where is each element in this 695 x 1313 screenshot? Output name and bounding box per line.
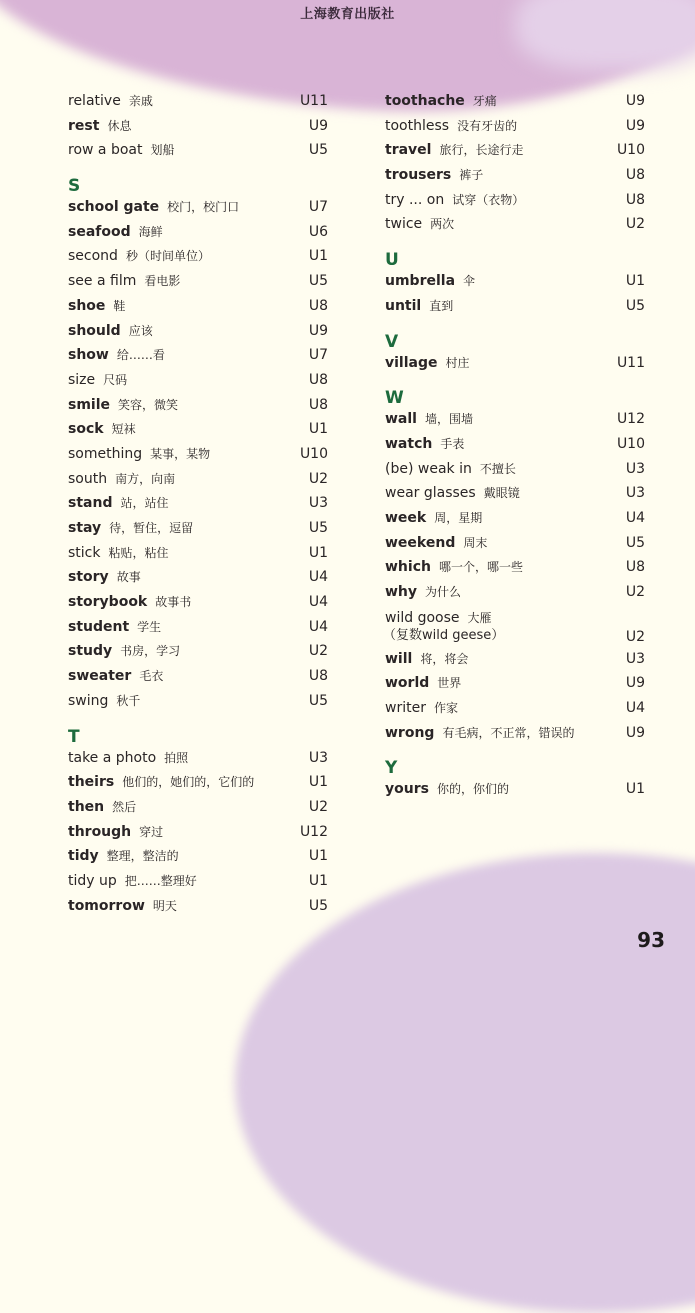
entry-unit: U1: [625, 273, 645, 290]
entry-translation: 然后: [112, 799, 137, 814]
entry-translation: 粘贴，粘住: [108, 545, 169, 560]
glossary-entry: [68, 320, 328, 345]
entry-unit: U8: [308, 396, 328, 413]
entry-word: student: [68, 618, 130, 635]
entry-word: umbrella: [385, 273, 456, 290]
entry-translation: 戴眼镜: [483, 486, 520, 501]
entry-word: weekend: [385, 534, 456, 551]
entry-unit: U7: [308, 347, 328, 364]
glossary-entry: [68, 221, 328, 246]
entry-unit: U1: [308, 421, 328, 438]
entry-unit: U10: [299, 445, 328, 462]
entry-translation: 鞋: [113, 298, 126, 313]
entry-translation: 旅行，长途行走: [439, 143, 524, 158]
entry-unit: U3: [625, 485, 645, 502]
page-number: 93: [637, 928, 665, 952]
entry-unit: U2: [625, 628, 645, 645]
entry-word: size: [68, 371, 96, 388]
entry-translation: 世界: [437, 676, 462, 691]
entry-unit: U3: [625, 460, 645, 477]
glossary-entry: [68, 640, 328, 665]
entry-word: south: [68, 470, 108, 487]
entry-unit: U5: [625, 534, 645, 551]
entry-translation: 待，暂住，逗留: [109, 521, 194, 535]
entry-unit: U8: [625, 191, 645, 208]
entry-unit: U8: [625, 167, 645, 184]
entry-word: tidy: [68, 848, 99, 865]
glossary-entry: [68, 295, 328, 320]
glossary-entry: [385, 778, 645, 803]
entry-word: sock: [68, 421, 104, 438]
glossary-entry: [385, 458, 645, 483]
entry-unit: U2: [625, 216, 645, 233]
entry-unit: U9: [308, 322, 328, 339]
glossary-entry: [68, 115, 328, 140]
section-heading-t: T: [68, 726, 80, 747]
section-heading-v: V: [385, 331, 399, 352]
glossary-entry: [385, 606, 645, 648]
entry-translation: 他们的，她们的，它们的: [122, 775, 255, 790]
entry-translation: 笑容，微笑: [118, 397, 179, 412]
entry-unit: U1: [308, 872, 328, 889]
entry-translation: 把……整理好: [124, 873, 197, 888]
entry-translation: 村庄: [445, 355, 470, 370]
entry-word: storybook: [68, 594, 148, 611]
glossary-entry: [385, 164, 645, 189]
entry-translation: 秒（时间单位）: [125, 249, 210, 264]
entry-unit: U5: [308, 897, 328, 914]
entry-unit: U9: [625, 117, 645, 134]
entry-word: theirs: [68, 774, 115, 791]
entry-unit: U2: [308, 798, 328, 815]
glossary-entry: [68, 517, 328, 542]
entry-word: which: [385, 559, 431, 576]
entry-word: sweater: [68, 668, 132, 685]
glossary-entry: [68, 196, 328, 221]
entry-translation: 你的，你们的: [436, 782, 509, 797]
entry-translation: 短袜: [111, 422, 136, 437]
entry-unit: U11: [299, 93, 328, 109]
entry-translation: 秋千: [116, 693, 141, 708]
entry-word: wrong: [385, 724, 435, 741]
entry-word: seafood: [68, 223, 131, 240]
entry-word: study: [68, 643, 113, 660]
entry-translation: 牙痛: [472, 94, 497, 108]
glossary-entry: [385, 697, 645, 722]
entry-translation: 拍照: [164, 750, 189, 765]
entry-word: smile: [68, 396, 111, 413]
entry-text-wrap: [385, 606, 504, 644]
entry-word: (be) weak in: [385, 460, 472, 477]
entry-word: watch: [385, 435, 433, 452]
entry-translation: 裤子: [459, 168, 484, 183]
entry-unit: U8: [308, 668, 328, 685]
entry-unit: U2: [625, 584, 645, 600]
entry-word: stay: [68, 520, 102, 536]
entry-unit: U5: [308, 520, 328, 536]
entry-translation: 明天: [152, 898, 177, 913]
entry-translation: 将，将会: [420, 651, 469, 666]
entry-translation: 直到: [429, 298, 454, 313]
glossary-entry: [68, 245, 328, 270]
glossary-entry: [68, 747, 328, 772]
glossary-entry: [68, 690, 328, 715]
entry-unit: U3: [308, 495, 328, 512]
glossary-entry: [385, 433, 645, 458]
entry-unit: U1: [308, 544, 328, 561]
entry-translation: 周，星期: [434, 510, 483, 525]
entry-word: rest: [68, 117, 100, 134]
entry-translation: 看电影: [144, 274, 181, 289]
glossary-entry: [68, 492, 328, 517]
entry-translation: 两次: [430, 217, 455, 232]
entry-word: week: [385, 509, 427, 526]
glossary-entry: [385, 672, 645, 697]
glossary-entry: [385, 507, 645, 532]
entry-unit: U2: [308, 643, 328, 660]
entry-translation: 为什么: [425, 585, 462, 599]
entry-translation: 某事，某物: [150, 446, 211, 461]
entry-unit: U8: [308, 371, 328, 388]
glossary-entry: [385, 189, 645, 214]
entry-translation: 亲戚: [128, 94, 153, 108]
glossary-entry: [68, 665, 328, 690]
entry-word: wear glasses: [385, 485, 476, 502]
entry-word: show: [68, 347, 109, 364]
glossary-entry: [385, 532, 645, 557]
entry-unit: U4: [625, 700, 645, 717]
publisher-name: 上海教育出版社: [300, 7, 395, 22]
entry-word: toothache: [385, 93, 465, 109]
entry-translation: 尺码: [103, 372, 128, 387]
entry-unit: U3: [625, 650, 645, 667]
entry-unit: U1: [625, 781, 645, 798]
entry-unit: U10: [616, 435, 645, 452]
glossary-entry: [385, 90, 645, 115]
entry-unit: U6: [308, 223, 328, 240]
entry-unit: U7: [308, 199, 328, 216]
entry-translation: 手表: [440, 436, 465, 451]
entry-word: through: [68, 823, 132, 840]
entry-translation: 南方，向南: [115, 471, 176, 486]
glossary-entry: [68, 394, 328, 419]
entry-translation: 毛衣: [139, 669, 164, 684]
entry-translation: 作家: [433, 701, 458, 716]
entry-word: yours: [385, 781, 429, 798]
glossary-entry: [68, 616, 328, 641]
entry-word: stick: [68, 544, 101, 561]
entry-word: world: [385, 675, 430, 692]
entry-unit: U4: [308, 569, 328, 586]
entry-unit: U5: [308, 692, 328, 709]
entry-word: something: [68, 445, 143, 462]
section-heading-s: S: [68, 176, 81, 197]
entry-unit: U12: [299, 823, 328, 840]
glossary-entry: [68, 591, 328, 616]
glossary-entry: [385, 482, 645, 507]
glossary-entry: [385, 648, 645, 673]
glossary-entry: [385, 139, 645, 164]
entry-unit: U2: [308, 470, 328, 487]
entry-translation: 书房，学习: [120, 644, 181, 659]
glossary-entry: [385, 270, 645, 295]
entry-word: try ... on: [385, 191, 445, 208]
footer-swoosh: [235, 853, 695, 1313]
glossary-entry: [385, 556, 645, 581]
entry-unit: U9: [625, 675, 645, 692]
entry-unit: U5: [308, 142, 328, 159]
glossary-entry: [68, 796, 328, 821]
glossary-entry: [385, 213, 645, 238]
entry-translation: 穿过: [139, 824, 164, 839]
glossary-entry: [68, 139, 328, 164]
entry-unit: U3: [308, 749, 328, 766]
entry-translation: 应该: [128, 323, 153, 338]
entry-translation: 哪一个，哪一些: [438, 560, 523, 575]
entry-word: swing: [68, 692, 109, 709]
entry-word: row a boat: [68, 142, 143, 159]
section-heading-w: W: [385, 388, 404, 409]
entry-word: school gate: [68, 199, 160, 216]
entry-translation: 故事书: [155, 595, 192, 610]
entry-translation: 整理，整洁的: [106, 849, 179, 864]
entry-line: [385, 608, 504, 627]
entry-unit: U1: [308, 848, 328, 865]
entry-translation: 故事: [116, 570, 141, 585]
glossary-entry: [385, 722, 645, 747]
entry-word: twice: [385, 216, 423, 233]
entry-word: why: [385, 584, 418, 600]
glossary-entry: [68, 566, 328, 591]
entry-translation: 海鲜: [138, 224, 163, 239]
glossary-entry: [68, 468, 328, 493]
entry-unit: U9: [625, 93, 645, 109]
entry-unit: U4: [308, 594, 328, 611]
entry-unit: U8: [625, 559, 645, 576]
entry-word: wild goose: [385, 609, 460, 626]
glossary-entry: [68, 270, 328, 295]
entry-translation: 没有牙齿的: [457, 118, 518, 133]
glossary-entry: [68, 821, 328, 846]
entry-word: will: [385, 650, 413, 667]
entry-word: trousers: [385, 167, 452, 184]
glossary-entry: [385, 352, 645, 377]
entry-unit: U9: [625, 724, 645, 741]
glossary-column-left: [68, 90, 328, 919]
entry-word: until: [385, 297, 422, 314]
entry-translation: 划船: [150, 143, 175, 158]
entry-word: take a photo: [68, 749, 157, 766]
entry-word: village: [385, 354, 438, 371]
glossary-column-right: [385, 90, 645, 803]
entry-translation: 休息: [107, 118, 132, 133]
entry-word: second: [68, 248, 118, 265]
entry-word: wall: [385, 411, 417, 428]
entry-word: writer: [385, 700, 426, 717]
glossary-entry: [68, 443, 328, 468]
glossary-entry: [68, 344, 328, 369]
entry-word: shoe: [68, 297, 106, 314]
entry-unit: U5: [625, 297, 645, 314]
glossary-entry: [385, 295, 645, 320]
entry-translation: 站，站住: [120, 496, 169, 511]
entry-word: toothless: [385, 117, 450, 134]
entry-unit: U9: [308, 117, 328, 134]
entry-translation: 墙，围墙: [424, 412, 473, 427]
entry-translation: 不擅长: [479, 461, 516, 476]
glossary-entry: [68, 895, 328, 920]
entry-translation: 给……看: [116, 348, 165, 363]
entry-word: then: [68, 798, 105, 815]
entry-unit: U10: [616, 142, 645, 159]
entry-unit: U4: [625, 509, 645, 526]
section-heading-y: Y: [385, 758, 398, 779]
entry-translation: 周末: [463, 535, 488, 550]
entry-translation: 学生: [137, 619, 162, 634]
entry-translation: 试穿（衣物）: [452, 192, 525, 207]
entry-translation: 伞: [463, 274, 476, 289]
glossary-entry: [385, 581, 645, 606]
entry-word: see a film: [68, 273, 137, 290]
entry-word: tomorrow: [68, 897, 145, 914]
glossary-entry: [385, 408, 645, 433]
entry-word: stand: [68, 495, 113, 512]
entry-word: should: [68, 322, 121, 339]
entry-unit: U12: [616, 411, 645, 428]
entry-unit: U4: [308, 618, 328, 635]
glossary-entry: [385, 115, 645, 140]
entry-translation: 校门，校门口: [167, 200, 240, 215]
entry-unit: U11: [616, 354, 645, 371]
entry-plural-note: （复数wild geese）: [383, 627, 505, 643]
section-heading-u: U: [385, 250, 399, 271]
entry-word: story: [68, 569, 109, 586]
glossary-entry: [68, 542, 328, 567]
entry-unit: U5: [308, 273, 328, 290]
entry-unit: U1: [308, 774, 328, 791]
entry-word: tidy up: [68, 872, 117, 889]
entry-word: relative: [68, 93, 121, 109]
glossary-entry: [68, 771, 328, 796]
entry-translation: 大雁: [467, 610, 492, 625]
entry-translation: 有毛病，不正常，错误的: [442, 725, 575, 740]
glossary-entry: [68, 870, 328, 895]
glossary-entry: [68, 90, 328, 115]
entry-word: travel: [385, 142, 432, 159]
glossary-entry: [68, 845, 328, 870]
entry-unit: U1: [308, 248, 328, 265]
glossary-entry: [68, 418, 328, 443]
glossary-entry: [68, 369, 328, 394]
entry-unit: U8: [308, 297, 328, 314]
